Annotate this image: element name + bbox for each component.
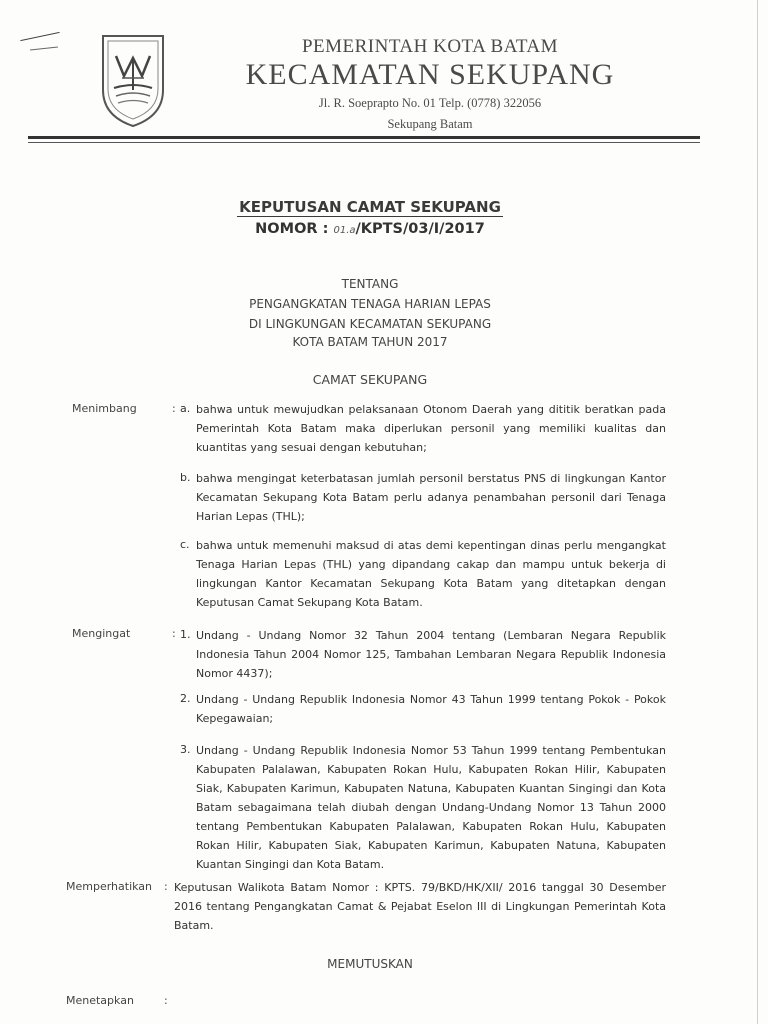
section-colon: : <box>164 880 168 893</box>
office-city: Sekupang Batam <box>387 117 473 131</box>
subject-line: TENTANG <box>341 277 399 291</box>
item-marker: 3. <box>180 743 191 756</box>
government-name: PEMERINTAH KOTA BATAM <box>301 36 559 57</box>
handwritten-number: 01.a <box>333 225 356 236</box>
pen-mark <box>30 47 58 51</box>
item-marker: 2. <box>180 692 191 705</box>
item-marker: c. <box>180 538 190 551</box>
section-label-memperhatikan: Memperhatikan <box>66 880 153 893</box>
section-colon: : <box>172 402 176 415</box>
pen-mark <box>20 32 59 41</box>
decision-heading: MEMUTUSKAN <box>327 957 413 971</box>
section-colon: : <box>164 994 168 1007</box>
page-edge <box>757 0 758 1024</box>
city-emblem-icon <box>98 32 168 128</box>
considering-item: bahwa untuk mewujudkan pelaksanaan Otonom Daerah yang dititik beratkan pada Pemerintah Kota Batam maka diperlukan personil yang memiliki kualitas dan kuantitas yang sesuai dengan kebutuhan; <box>196 403 666 454</box>
district-name: KECAMATAN SEKUPANG <box>245 58 615 91</box>
considering-item: bahwa mengingat keterbatasan jumlah personil berstatus PNS di lingkungan Kantor Kecamatan Sekupang Kota Batam perlu adanya penambahan personil dari Tenaga Harian Lepas (THL); <box>196 472 666 523</box>
item-marker: b. <box>180 471 191 484</box>
item-marker: 1. <box>180 628 191 641</box>
considering-item: bahwa untuk memenuhi maksud di atas demi kepentingan dinas perlu mengangkat Tenaga Harian Lepas (THL) yang dipandang cakap dan mampu untuk bekerja di lingkungan Kantor Kecamatan Sekupang Kota Batam yang ditetapkan dengan Keputusan Camat Sekupang Kota Batam. <box>196 539 666 609</box>
subject-line: DI LINGKUNGAN KECAMATAN SEKUPANG <box>248 317 492 331</box>
section-label-menetapkan: Menetapkan <box>66 994 134 1007</box>
section-label-menimbang: Menimbang <box>72 402 137 415</box>
subject-line: KOTA BATAM TAHUN 2017 <box>292 335 448 349</box>
legal-basis-item: Undang - Undang Republik Indonesia Nomor 53 Tahun 1999 tentang Pembentukan Kabupaten Palalawan, Kabupaten Rokan Hulu, Kabupaten Rokan Hilir, Kabupaten Siak, Kabupaten Karimun, Kabupaten Natuna, Kabupaten Kuantan Singingi dan Kota Batam sebagaimana telah diubah dengan Undang-Undang Nomor 13 Tahun 2000 tentang Pembentukan Kabupaten Palalawan, Kabupaten Rokan Hulu, Kabupaten Rokan Hilir, Kabupaten Siak, Kabupaten Karimun, Kabupaten Natuna, Kabupaten Kuantan Singingi dan Kota Batam. <box>196 744 666 871</box>
legal-basis-item: Undang - Undang Republik Indonesia Nomor 43 Tahun 1999 tentang Pokok - Pokok Kepegawaian; <box>196 693 666 725</box>
section-label-mengingat: Mengingat <box>72 627 131 640</box>
authority-heading: CAMAT SEKUPANG <box>312 372 428 387</box>
decree-number: NOMOR : 01.a/KPTS/03/I/2017 <box>255 221 485 237</box>
item-marker: a. <box>180 402 191 415</box>
decree-title: KEPUTUSAN CAMAT SEKUPANG <box>239 198 501 216</box>
letterhead-rule <box>28 142 700 143</box>
office-address: Jl. R. Soeprapto No. 01 Telp. (0778) 322056 <box>318 96 542 110</box>
subject-line: PENGANGKATAN TENAGA HARIAN LEPAS <box>249 297 491 311</box>
legal-basis-item: Undang - Undang Nomor 32 Tahun 2004 tentang (Lembaran Negara Republik Indonesia Tahun 2004 Nomor 125, Tambahan Lembaran Negara Republik Indonesia Nomor 4437); <box>196 629 666 680</box>
letterhead-rule <box>28 136 700 139</box>
section-colon: : <box>172 627 176 640</box>
observing-text: Keputusan Walikota Batam Nomor : KPTS. 79/BKD/HK/XII/ 2016 tanggal 30 Desember 2016 tentang Pengangkatan Camat & Pejabat Eselon III di Lingkungan Pemerintah Kota Batam. <box>174 881 666 932</box>
